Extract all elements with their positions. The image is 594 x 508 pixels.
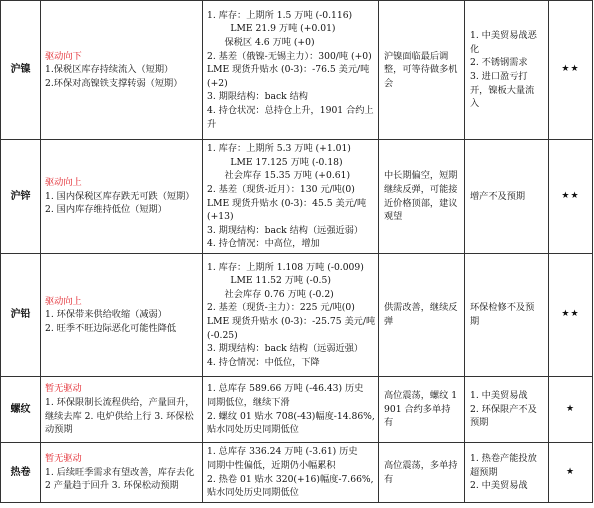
metric-line: 1. 库存：上期所 1.5 万吨 (-0.116) xyxy=(207,9,353,21)
drive-cell xyxy=(41,1,203,140)
table-row xyxy=(1,140,593,254)
risk-cell: 1. 中美贸易战恶化 2. 不锈钢需求 3. 进口盈亏打开，镍板大量流入 xyxy=(465,1,549,140)
metric-line: 同期低位，继续下滑 xyxy=(207,396,290,408)
drive-line: 1. 国内保税区库存跌无可跌（短期） xyxy=(45,190,195,202)
drive-cell xyxy=(41,140,203,254)
metric-line: 2. 基差（现货-近月）：130 元/吨(0) xyxy=(207,183,355,195)
drive-label: 驱动向上 xyxy=(45,295,82,307)
metric-line: 4. 持仓情况：中高位，增加 xyxy=(207,238,320,250)
metric-line: 1. 总库存 336.24 万吨 (-3.61) 历史 xyxy=(207,446,358,458)
metric-line: 1. 库存：上期所 5.3 万吨 (+1.01) xyxy=(207,143,351,155)
metric-line: 2. 基差（现货-主力）：225 元/吨(0) xyxy=(207,302,355,314)
drive-cell xyxy=(41,443,203,503)
drive-line: 1. 环保带来供给收缩（减弱） xyxy=(45,309,167,321)
risk-cell: 环保检修不及预期 xyxy=(465,254,549,377)
drive-line: 1. 后续旺季需求有望改善，库存去化 2 产量趋于回升 3. 环保松动预期 xyxy=(45,466,195,492)
metric-line: 2. 热卷 01 贴水 320(+16)幅度-7.66%, xyxy=(207,473,374,485)
drive-label: 暂无驱动 xyxy=(45,383,82,395)
star-rating: ★ xyxy=(549,443,593,503)
metric-line: LME 21.9 万吨 (+0.01) xyxy=(207,23,336,35)
risk-cell: 1. 热卷产能投放超预期 2. 中美贸易战 xyxy=(465,443,549,503)
view-cell: 中长期偏空，短期继续反弹，可能接近价格顶部，建议观望 xyxy=(379,140,465,254)
metric-line: 3. 期限结构：back 结构 xyxy=(207,91,308,103)
table-row xyxy=(1,443,593,503)
star-rating: ★★ xyxy=(549,254,593,377)
metric-line: 保税区 4.6 万吨 (+0) xyxy=(207,37,315,49)
drive-cell xyxy=(41,377,203,443)
metric-line: LME 11.52 万吨 (-0.5) xyxy=(207,275,331,287)
drive-label: 驱动向上 xyxy=(45,177,82,189)
commodity-name: 沪锌 xyxy=(1,140,41,254)
drive-line: 2.环保对高镍铁支撑转弱（短期） xyxy=(45,77,183,89)
metrics-cell xyxy=(203,377,379,443)
drive-line: 2. 旺季不旺边际恶化可能性降低 xyxy=(45,322,177,334)
drive-cell xyxy=(41,254,203,377)
view-cell: 高位震荡，螺纹 1901 合约多单持有 xyxy=(379,377,465,443)
metric-line: 社会库存 15.35 万吨 (+0.61) xyxy=(207,170,351,182)
metric-line: 2. 螺纹 01 贴水 708(-43)幅度-14.86%, xyxy=(207,410,375,422)
metric-line: LME 17.125 万吨 (-0.18) xyxy=(207,156,343,168)
view-cell: 供需改善，继续反弹 xyxy=(379,254,465,377)
metric-line: 4. 持仓情况：中低位，下降 xyxy=(207,356,320,368)
metric-line: 升 xyxy=(207,118,217,130)
metric-line: 贴水同处历史同期低位 xyxy=(207,487,299,499)
metrics-cell xyxy=(203,1,379,140)
metric-line: LME 现货升贴水 (0-3)：-76.5 美元/吨 xyxy=(207,64,370,76)
table-row xyxy=(1,1,593,140)
commodity-name: 沪铅 xyxy=(1,254,41,377)
metric-line: 社会库存 0.76 万吨 (-0.2) xyxy=(207,288,334,300)
table-body xyxy=(1,1,593,503)
drive-line: 1. 环保限制长流程供给，产量回升，继续去库 2. 电炉供给上行 3. 环保松动预期 xyxy=(45,396,195,436)
metric-line: (-0.25) xyxy=(207,329,238,341)
drive-line: 2. 国内库存维持低位（短期） xyxy=(45,204,167,216)
commodity-name: 螺纹 xyxy=(1,377,41,443)
risk-cell: 增产不及预期 xyxy=(465,140,549,254)
metric-line: 1. 总库存 589.66 万吨 (-46.43) 历史 xyxy=(207,383,364,395)
table-row xyxy=(1,377,593,443)
metric-line: 4. 持仓状况：总持仓上升，1901 合约上 xyxy=(207,104,374,116)
commodity-name: 热卷 xyxy=(1,443,41,503)
metric-line: 2. 基差（俄镍-无锡主力）：300/吨 (+0) xyxy=(207,50,372,62)
metric-line: 贴水同处历史同期低位 xyxy=(207,424,299,436)
view-cell: 沪镍面临最后调整，可等待做多机会 xyxy=(379,1,465,140)
star-rating: ★★ xyxy=(549,1,593,140)
metric-line: LME 现货升贴水 (0-3)：-25.75 美元/吨 xyxy=(207,316,376,327)
view-cell: 高位震荡，多单持有 xyxy=(379,443,465,503)
drive-line: 1.保税区库存持续流入（短期） xyxy=(45,64,174,76)
risk-cell: 1. 中美贸易战 2. 环保限产不及预期 xyxy=(465,377,549,443)
star-rating: ★★ xyxy=(549,140,593,254)
drive-label: 暂无驱动 xyxy=(45,453,82,465)
metric-line: 3. 期现结构：back 结构（远弱近强） xyxy=(207,343,364,355)
metric-line: LME 现货升贴水 (0-3)：45.5 美元/吨 xyxy=(207,197,367,209)
metric-line: (+13) xyxy=(207,211,234,223)
table-row xyxy=(1,254,593,377)
metric-line: (+2) xyxy=(207,77,228,89)
star-rating: ★ xyxy=(549,377,593,443)
metric-line: 同期中性偏低，近期仍小幅累积 xyxy=(207,459,336,471)
commodity-name: 沪镍 xyxy=(1,1,41,140)
metrics-cell xyxy=(203,254,379,377)
metrics-cell xyxy=(203,140,379,254)
metrics-cell xyxy=(203,443,379,503)
drive-label: 驱动向下 xyxy=(45,50,82,62)
metric-line: 3. 期现结构：back 结构（远强近弱） xyxy=(207,224,364,236)
metric-line: 1. 库存：上期所 1.108 万吨 (-0.009) xyxy=(207,261,364,273)
